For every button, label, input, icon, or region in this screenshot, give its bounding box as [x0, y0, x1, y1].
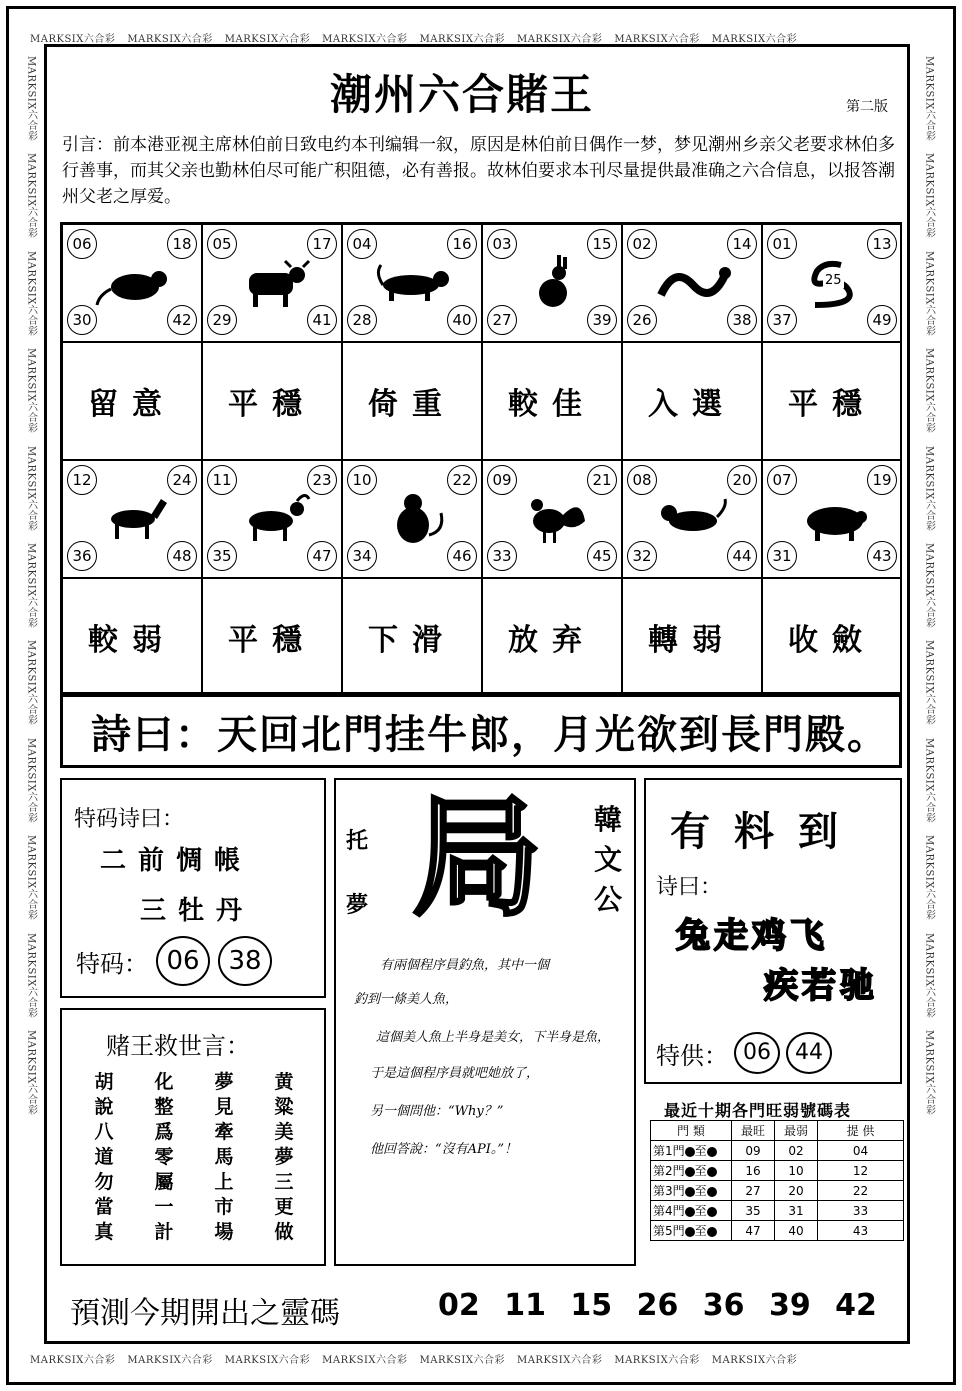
special-code-num: 06: [156, 936, 210, 986]
table-door-cell: 第3門 至: [651, 1181, 732, 1201]
zodiac-label: 留意: [88, 387, 176, 422]
zodiac-number: 35: [207, 541, 237, 571]
table-cell: 20: [775, 1181, 818, 1201]
zodiac-label-cell: [62, 578, 202, 696]
border-watermark: MARKSIX六合彩: [516, 33, 603, 45]
table-cell: 43: [818, 1221, 904, 1241]
zodiac-number: 27: [487, 305, 517, 335]
page-title: 潮州六合賭王: [330, 70, 595, 119]
dragon-icon: [655, 255, 731, 311]
zodiac-number: 40: [447, 305, 477, 335]
table-cell: 35: [732, 1201, 775, 1221]
dog-icon: [655, 491, 731, 547]
border-watermark: MARKSIX六合彩: [25, 737, 37, 824]
zodiac-number: 02: [627, 229, 657, 259]
zodiac-number: 34: [347, 541, 377, 571]
special-code-num: 38: [218, 936, 272, 986]
center-story-box: [334, 778, 636, 1266]
zodiac-number: 36: [67, 541, 97, 571]
border-watermark: MARKSIX六合彩: [923, 348, 935, 434]
story-line: 于是這個程序員就吧她放了，: [370, 1066, 540, 1081]
zodiac-label-cell: [482, 578, 622, 696]
border-watermark: MARKSIX六合彩: [923, 153, 935, 239]
border-watermark: MARKSIX六合彩: [25, 640, 37, 726]
prediction-label: 預測今期開出之靈碼: [70, 1296, 340, 1331]
gambler-words-column: 胡說八道勿當真: [94, 1071, 114, 1243]
special-poem-title: 特码诗曰：: [74, 807, 185, 832]
table-header-row: [651, 1121, 904, 1141]
poem-bar: 詩曰：天回北門挂牛郎，月光欲到長門殿。: [60, 694, 902, 768]
table-header: 提 供: [818, 1121, 904, 1141]
zodiac-number: 38: [727, 305, 757, 335]
han-char: 文: [593, 843, 622, 876]
zodiac-number: 22: [447, 465, 477, 495]
border-watermark: MARKSIX六合彩: [25, 1029, 37, 1116]
zodiac-label-cell: [202, 342, 342, 460]
border-watermark: MARKSIX六合彩: [322, 33, 408, 45]
zodiac-number: 09: [487, 465, 517, 495]
border-watermark: MARKSIX六合彩: [25, 348, 37, 434]
prediction-numbers: 02 11 15 26 36 39 42: [438, 1288, 877, 1323]
intro-text: 引言：前本港亚视主席林伯前日致电约本刊编辑一叙，原因是林伯前日偶作一梦，梦见潮州乡亲父老要求林伯多行善事，而其父亲也勤林伯尽可能广积阻德，必有善报。故林伯要求本刊尽量提供最准确之六合信息，以报答潮州父老之厚爱。: [62, 135, 895, 207]
border-watermark: MARKSIX六合彩: [614, 33, 700, 45]
zodiac-cell: [762, 460, 902, 578]
zodiac-label: 入選: [648, 387, 736, 422]
zodiac-label: 下滑: [368, 623, 456, 658]
zodiac-label: 放弃: [508, 623, 596, 658]
goat-icon: [235, 491, 311, 547]
zodiac-grid: [60, 222, 902, 694]
table-row: [651, 1161, 904, 1181]
ball-icon: [685, 1167, 695, 1177]
right-offer-num: 44: [786, 1032, 832, 1074]
dream-text: [342, 810, 372, 938]
zodiac-number: 10: [347, 465, 377, 495]
zodiac-number: 21: [587, 465, 617, 495]
han-wengong-text: [588, 800, 628, 920]
border-watermark: MARKSIX六合彩: [25, 445, 37, 531]
story-line: 另一個問他：“Why？”: [370, 1104, 504, 1119]
zodiac-cell: [342, 224, 482, 342]
special-poem-line1: 二前惆帳: [100, 846, 253, 876]
border-watermark: MARKSIX六合彩: [711, 33, 798, 45]
zodiac-label: 收斂: [788, 623, 876, 658]
zodiac-number: 12: [67, 465, 97, 495]
stats-table-wrap: [650, 1120, 904, 1241]
zodiac-number: 14: [727, 229, 757, 259]
han-char: 公: [593, 883, 622, 916]
table-cell: 33: [818, 1201, 904, 1221]
zodiac-label-cell: [342, 342, 482, 460]
gambler-words-column: 化整爲零屬一計: [154, 1071, 174, 1243]
border-watermark: MARKSIX六合彩: [923, 542, 935, 629]
table-cell: 47: [732, 1221, 775, 1241]
table-cell: 02: [775, 1141, 818, 1161]
rat-icon: [95, 255, 171, 311]
border-right: [918, 50, 940, 1340]
zodiac-label: 倚重: [368, 387, 456, 422]
zodiac-number: 47: [307, 541, 337, 571]
ball-icon: [707, 1167, 717, 1177]
zodiac-number: 07: [767, 465, 797, 495]
table-cell: 12: [818, 1161, 904, 1181]
zodiac-label: 較佳: [508, 387, 596, 422]
zodiac-label: 轉弱: [648, 623, 736, 658]
border-watermark: MARKSIX六合彩: [923, 835, 935, 921]
zodiac-number: 26: [627, 305, 657, 335]
ball-icon: [685, 1227, 695, 1237]
zodiac-cell: [202, 460, 342, 578]
rooster-icon: [515, 491, 591, 547]
zodiac-label: 平穩: [788, 387, 876, 422]
gambler-words-box: [60, 1008, 326, 1266]
table-cell: 09: [732, 1141, 775, 1161]
border-watermark: MARKSIX六合彩: [923, 250, 935, 337]
table-title: 最近十期各門旺弱號碼表: [664, 1101, 852, 1120]
zodiac-label-cell: [622, 578, 762, 696]
zodiac-cell: [62, 224, 202, 342]
story-line: 這個美人魚上半身是美女，下半身是魚，: [376, 1030, 611, 1045]
zodiac-cell: [482, 460, 622, 578]
border-watermark: MARKSIX六合彩: [25, 835, 37, 921]
ball-icon: [707, 1227, 717, 1237]
ball-icon: [707, 1187, 717, 1197]
zodiac-number: 29: [207, 305, 237, 335]
table-header: 最旺: [732, 1121, 775, 1141]
table-row: [651, 1221, 904, 1241]
table-door-cell: 第4門 至: [651, 1201, 732, 1221]
zodiac-number: 39: [587, 305, 617, 335]
zodiac-number: 20: [727, 465, 757, 495]
table-cell: 27: [732, 1181, 775, 1201]
special-poem-line2: 三牡丹: [140, 896, 255, 926]
border-watermark: MARKSIX六合彩: [419, 33, 505, 45]
right-offer-num: 06: [734, 1032, 780, 1074]
zodiac-number: 16: [447, 229, 477, 259]
table-row: [651, 1181, 904, 1201]
zodiac-number: 30: [67, 305, 97, 335]
zodiac-number: 03: [487, 229, 517, 259]
border-bottom: [24, 1347, 934, 1369]
ball-icon: [685, 1207, 695, 1217]
monkey-icon: [375, 491, 451, 547]
tiger-icon: [375, 255, 451, 311]
table-cell: 04: [818, 1141, 904, 1161]
border-left: [20, 50, 42, 1340]
zodiac-label: 較弱: [88, 623, 176, 658]
ball-icon: [707, 1147, 717, 1157]
special-poem-box: [60, 778, 326, 998]
border-watermark: MARKSIX六合彩: [25, 250, 37, 337]
horse-icon: [95, 491, 171, 547]
border-watermark: MARKSIX六合彩: [127, 1354, 213, 1366]
border-watermark: MARKSIX六合彩: [923, 932, 935, 1018]
border-watermark: MARKSIX六合彩: [923, 445, 935, 531]
border-watermark: MARKSIX六合彩: [419, 1354, 505, 1366]
table-cell: 16: [732, 1161, 775, 1181]
zodiac-number: 04: [347, 229, 377, 259]
zodiac-number: 45: [587, 541, 617, 571]
border-watermark: MARKSIX六合彩: [711, 1354, 798, 1366]
right-offer-row: [656, 1032, 832, 1074]
zodiac-number: 05: [207, 229, 237, 259]
zodiac-number: 28: [347, 305, 377, 335]
zodiac-label-cell: [482, 342, 622, 460]
zodiac-number: 08: [627, 465, 657, 495]
table-header: 門 類: [651, 1121, 732, 1141]
gambler-words-title: 赌王救世言：: [106, 1032, 250, 1060]
zodiac-number: 44: [727, 541, 757, 571]
table-cell: 31: [775, 1201, 818, 1221]
zodiac-number: 41: [307, 305, 337, 335]
table-cell: 40: [775, 1221, 818, 1241]
zodiac-label-cell: [202, 578, 342, 696]
table-row: [651, 1141, 904, 1161]
zodiac-extra-number: 25: [825, 273, 842, 288]
zodiac-number: 49: [867, 305, 897, 335]
table-row: [651, 1201, 904, 1221]
border-watermark: MARKSIX六合彩: [923, 640, 935, 726]
big-character: 局: [412, 782, 543, 934]
stats-table: [650, 1120, 904, 1241]
story-line: 釣到一條美人魚，: [354, 992, 459, 1007]
zodiac-label-cell: [622, 342, 762, 460]
border-watermark: MARKSIX六合彩: [127, 33, 213, 45]
story-line: 他回答說：“沒有API。”！: [370, 1142, 518, 1157]
zodiac-number: 19: [867, 465, 897, 495]
table-header: 最弱: [775, 1121, 818, 1141]
border-watermark: MARKSIX六合彩: [923, 737, 935, 824]
zodiac-cell: [482, 224, 622, 342]
dream-char: 托: [345, 829, 368, 854]
zodiac-cell: [342, 460, 482, 578]
border-watermark: MARKSIX六合彩: [923, 1029, 935, 1116]
zodiac-label-cell: [342, 578, 482, 696]
border-watermark: MARKSIX六合彩: [25, 153, 37, 239]
zodiac-number: 15: [587, 229, 617, 259]
rabbit-icon: [515, 255, 591, 311]
zodiac-cell: [202, 224, 342, 342]
right-poem-label: 诗曰：: [656, 875, 723, 900]
pig-icon: [795, 491, 871, 547]
border-watermark: MARKSIX六合彩: [516, 1354, 603, 1366]
zodiac-number: 46: [447, 541, 477, 571]
border-watermark: MARKSIX六合彩: [923, 56, 935, 142]
zodiac-cell: [622, 224, 762, 342]
zodiac-number: 06: [67, 229, 97, 259]
han-char: 韓: [593, 803, 622, 836]
edition-label: 第二版: [846, 99, 888, 115]
story-line: 有兩個程序員釣魚，其中一個: [380, 958, 550, 973]
right-poem-line1: 兔走鸡飞: [676, 916, 828, 956]
zodiac-label: 平穩: [228, 387, 316, 422]
zodiac-cell: [62, 460, 202, 578]
table-cell: 22: [818, 1181, 904, 1201]
table-cell: 10: [775, 1161, 818, 1181]
zodiac-label-cell: [62, 342, 202, 460]
border-watermark: MARKSIX六合彩: [30, 33, 116, 45]
border-watermark: MARKSIX六合彩: [25, 542, 37, 629]
ball-icon: [685, 1187, 695, 1197]
zodiac-number: 13: [867, 229, 897, 259]
right-poem-line2: 疾若驰: [764, 966, 878, 1006]
border-watermark: MARKSIX六合彩: [224, 33, 311, 45]
table-door-cell: 第1門 至: [651, 1141, 732, 1161]
zodiac-number: 48: [167, 541, 197, 571]
zodiac-number: 17: [307, 229, 337, 259]
zodiac-cell: [622, 460, 762, 578]
border-watermark: MARKSIX六合彩: [25, 56, 37, 142]
zodiac-number: 42: [167, 305, 197, 335]
zodiac-label: 平穩: [228, 623, 316, 658]
gambler-words-column: 夢見牽馬上市場: [214, 1071, 234, 1243]
table-door-cell: 第2門 至: [651, 1161, 732, 1181]
dream-char: 夢: [345, 893, 368, 918]
zodiac-label-cell: [762, 578, 902, 696]
zodiac-cell: [762, 224, 902, 342]
zodiac-number: 37: [767, 305, 797, 335]
border-watermark: MARKSIX六合彩: [322, 1354, 408, 1366]
special-code-label: 特码：: [76, 949, 148, 978]
zodiac-label-cell: [762, 342, 902, 460]
right-offer-label: 特供：: [656, 1041, 728, 1070]
table-door-cell: 第5門 至: [651, 1221, 732, 1241]
zodiac-number: 18: [167, 229, 197, 259]
zodiac-number: 33: [487, 541, 517, 571]
special-code-row: [76, 936, 272, 986]
zodiac-number: 24: [167, 465, 197, 495]
zodiac-number: 32: [627, 541, 657, 571]
ox-icon: [235, 255, 311, 311]
zodiac-number: 43: [867, 541, 897, 571]
border-watermark: MARKSIX六合彩: [25, 932, 37, 1018]
ball-icon: [685, 1147, 695, 1157]
border-watermark: MARKSIX六合彩: [224, 1354, 311, 1366]
gambler-words-column: 黄粱美夢三更做: [274, 1071, 294, 1243]
zodiac-number: 31: [767, 541, 797, 571]
zodiac-number: 01: [767, 229, 797, 259]
border-watermark: MARKSIX六合彩: [30, 1354, 116, 1366]
ball-icon: [707, 1207, 717, 1217]
right-info-box: [644, 778, 902, 1084]
border-watermark: MARKSIX六合彩: [614, 1354, 700, 1366]
zodiac-number: 23: [307, 465, 337, 495]
headline: 有料到: [670, 809, 862, 855]
zodiac-number: 11: [207, 465, 237, 495]
